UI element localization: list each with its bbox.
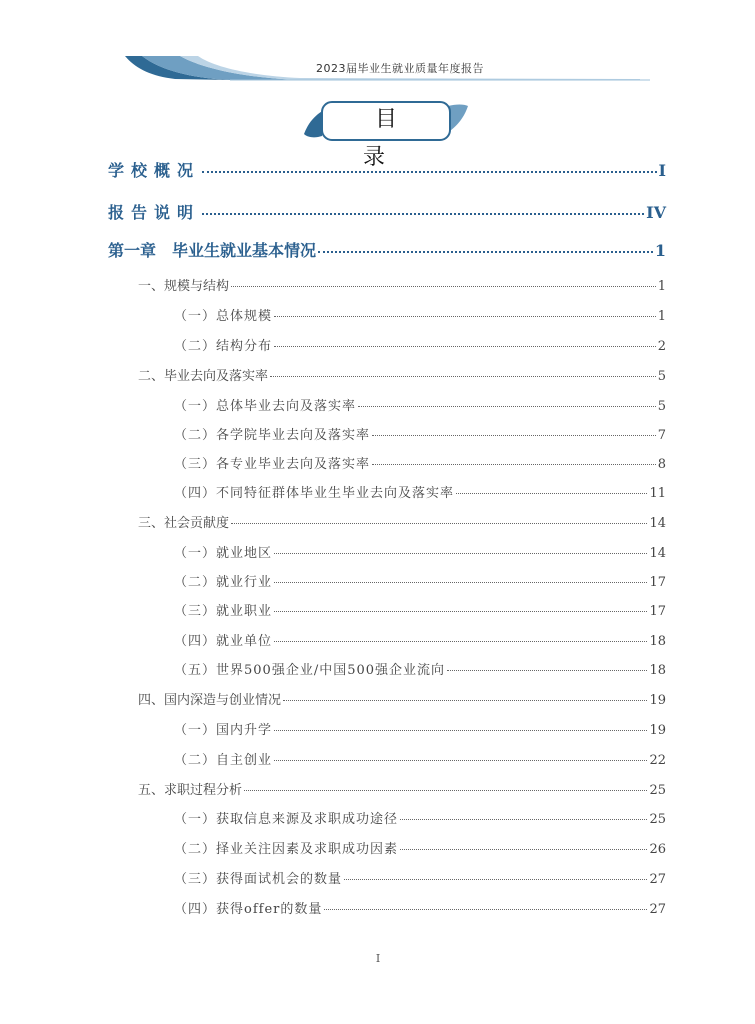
toc-entry-label: 三、社会贡献度: [138, 516, 230, 531]
toc-entry-label: （一）获取信息来源及求职成功途径: [174, 812, 399, 827]
toc-entry-label: 学校概况: [108, 161, 201, 180]
toc-title: 目 录: [362, 107, 421, 170]
toc-entry-label: （四）就业单位: [174, 634, 273, 649]
toc-entry[interactable]: [174, 898, 666, 917]
toc-entry-label: （二）结构分布: [174, 339, 273, 354]
toc-entry[interactable]: [108, 238, 666, 261]
toc-entry-page-number: 8: [657, 457, 666, 472]
toc-entry-page-number: 25: [649, 812, 666, 827]
toc-entry-page-number: 14: [649, 516, 666, 531]
toc-dot-leader: [372, 435, 656, 436]
toc-entry-page-number: 17: [649, 604, 666, 619]
toc-dot-leader: [231, 523, 647, 524]
toc-entry[interactable]: [108, 200, 666, 223]
toc-entry-page-number: 17: [649, 575, 666, 590]
toc-dot-leader: [274, 346, 656, 347]
toc-entry-page-number: 1: [657, 279, 666, 294]
toc-dot-leader: [274, 582, 647, 583]
toc-entry-label: 二、毕业去向及落实率: [138, 369, 269, 384]
toc-dot-leader: [447, 670, 647, 671]
toc-entry-label: 一、规模与结构: [138, 279, 230, 294]
toc-entry-page-number: 19: [649, 723, 666, 738]
toc-entry[interactable]: [174, 305, 666, 324]
toc-entry-label: （二）择业关注因素及求职成功因素: [174, 842, 399, 857]
toc-entry[interactable]: [174, 482, 666, 501]
toc-entry-label: （四）不同特征群体毕业生毕业去向及落实率: [174, 486, 455, 501]
toc-entry-page-number: 27: [649, 902, 666, 917]
toc-entry[interactable]: [174, 542, 666, 561]
toc-entry[interactable]: [174, 719, 666, 738]
toc-dot-leader: [274, 553, 647, 554]
toc-entry-page-number: IV: [646, 203, 666, 222]
toc-entry-page-number: 25: [649, 783, 666, 798]
toc-entry-page-number: 18: [649, 634, 666, 649]
toc-entry[interactable]: [108, 158, 666, 181]
toc-entry[interactable]: [138, 365, 666, 384]
toc-entry-label: （三）获得面试机会的数量: [174, 872, 343, 887]
toc-entry[interactable]: [138, 689, 666, 708]
toc-entry[interactable]: [174, 571, 666, 590]
toc-entry[interactable]: [174, 808, 666, 827]
toc-dot-leader: [274, 760, 647, 761]
toc-dot-leader: [372, 464, 656, 465]
toc-dot-leader: [202, 171, 657, 173]
toc-dot-leader: [400, 819, 647, 820]
toc-entry-label: 报告说明: [108, 203, 201, 222]
toc-entry[interactable]: [174, 335, 666, 354]
toc-entry[interactable]: [174, 838, 666, 857]
toc-entry[interactable]: [174, 395, 666, 414]
toc-entry-page-number: I: [658, 161, 666, 180]
toc-dot-leader: [274, 611, 647, 612]
toc-entry-page-number: 1: [654, 241, 666, 260]
toc-entry-label: 第一章 毕业生就业基本情况: [108, 241, 317, 260]
toc-dot-leader: [456, 493, 647, 494]
report-header-title: 2023届毕业生就业质量年度报告: [316, 62, 484, 75]
toc-dot-leader: [270, 376, 656, 377]
toc-entry-label: 四、国内深造与创业情况: [138, 693, 282, 708]
toc-entry[interactable]: [138, 779, 666, 798]
toc-dot-leader: [231, 286, 656, 287]
toc-dot-leader: [344, 879, 647, 880]
toc-entry[interactable]: [174, 630, 666, 649]
toc-entry-label: （五）世界500强企业/中国500强企业流向: [174, 663, 446, 678]
toc-dot-leader: [324, 909, 647, 910]
toc-entry[interactable]: [174, 453, 666, 472]
toc-entry-label: （二）自主创业: [174, 753, 273, 768]
toc-dot-leader: [283, 700, 647, 701]
toc-entry[interactable]: [174, 659, 666, 678]
toc-dot-leader: [274, 316, 656, 317]
header-banner: [0, 0, 755, 90]
toc-entry-label: （二）各学院毕业去向及落实率: [174, 428, 371, 443]
toc-entry-label: （三）就业职业: [174, 604, 273, 619]
toc-dot-leader: [318, 251, 653, 253]
page-number: I: [375, 952, 381, 965]
toc-entry-label: （四）获得offer的数量: [174, 902, 323, 917]
toc-entry-label: （一）总体规模: [174, 309, 273, 324]
toc-dot-leader: [244, 790, 647, 791]
toc-dot-leader: [358, 406, 656, 407]
toc-entry[interactable]: [174, 749, 666, 768]
toc-entry-label: （一）就业地区: [174, 546, 273, 561]
toc-entry[interactable]: [174, 424, 666, 443]
toc-entry-page-number: 27: [649, 872, 666, 887]
toc-entry-page-number: 5: [657, 399, 666, 414]
toc-entry-page-number: 1: [657, 309, 666, 324]
toc-dot-leader: [274, 730, 647, 731]
toc-entry-page-number: 7: [657, 428, 666, 443]
toc-entry-page-number: 11: [649, 486, 666, 501]
toc-entry-page-number: 26: [649, 842, 666, 857]
toc-entry-page-number: 14: [649, 546, 666, 561]
toc-entry-page-number: 19: [649, 693, 666, 708]
toc-entry[interactable]: [174, 868, 666, 887]
toc-dot-leader: [202, 213, 644, 215]
toc-dot-leader: [400, 849, 647, 850]
toc-entry[interactable]: [138, 275, 666, 294]
toc-entry-page-number: 5: [657, 369, 666, 384]
toc-entry-page-number: 22: [649, 753, 666, 768]
toc-entry[interactable]: [138, 512, 666, 531]
toc-entry-label: 五、求职过程分析: [138, 783, 243, 798]
toc-entry-page-number: 18: [649, 663, 666, 678]
toc-entry-label: （三）各专业毕业去向及落实率: [174, 457, 371, 472]
toc-entry-label: （一）总体毕业去向及落实率: [174, 399, 357, 414]
toc-entry-label: （一）国内升学: [174, 723, 273, 738]
toc-entry-page-number: 2: [657, 339, 666, 354]
toc-entry[interactable]: [174, 600, 666, 619]
toc-entry-label: （二）就业行业: [174, 575, 273, 590]
toc-dot-leader: [274, 641, 647, 642]
